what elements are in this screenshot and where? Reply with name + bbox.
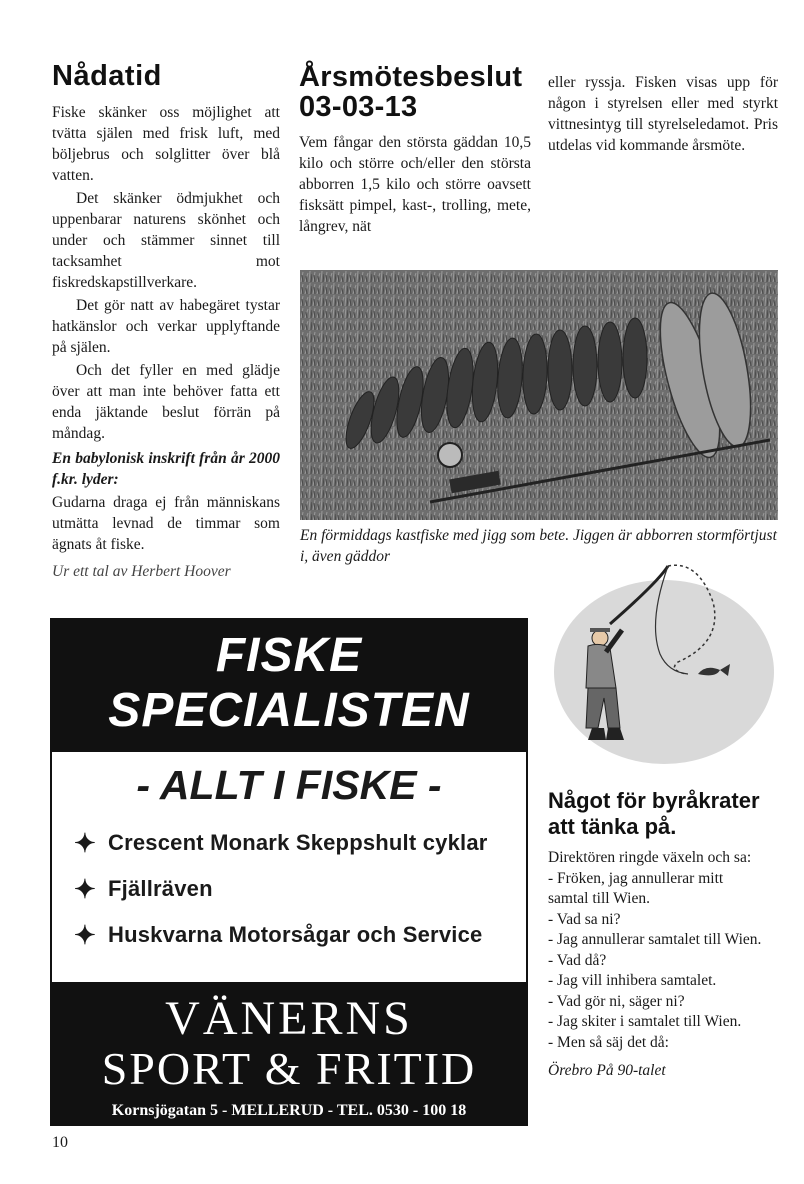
source-attribution: Örebro På 90-talet — [548, 1062, 666, 1079]
article-title: Nådatid — [52, 60, 162, 92]
paragraph: Vem fångar den största gäddan 10,5 kilo och större och/eller den största abborren 1,5 kilo och större oavsett fisksätt pimpel, kast-, trolling, mete, långrev, nät — [299, 134, 531, 235]
ad-title-line1: FISKE — [215, 629, 363, 682]
article-title: Något för byråkrater att tänka på. — [548, 788, 760, 839]
ad-list-item — [74, 922, 526, 948]
dialogue-line: - Vad sa ni? — [548, 910, 621, 928]
dialogue-line: - Jag annullerar samtalet till Wien. — [548, 931, 762, 948]
paragraph: Det gör natt av habegäret tystar hatkänslor och verkar upplyftande på själen. — [52, 297, 280, 356]
page-number: 10 — [52, 1134, 68, 1151]
store-name-line1: VÄNERNS — [165, 992, 413, 1045]
photo-caption: En förmiddags kastfiske med jigg som bete. Jiggen är abborren stormförtjust i, även gäddor — [300, 527, 777, 565]
ad-item-label: Huskvarna Motorsågar och Service — [108, 922, 483, 947]
ad-body — [52, 752, 526, 982]
store-name-line2: SPORT & FRITID — [101, 1043, 477, 1094]
paragraph: Och det fyller en med glädje över att man inte behöver fatta ett enda jäktande beslut förrän på måndag. — [52, 362, 280, 442]
star-bullet-icon: ✦ — [74, 920, 96, 950]
article-arsmotesbeslut — [299, 62, 531, 237]
dialogue-line: - Fröken, jag annullerar mitt samtal till Wien. — [548, 869, 724, 907]
paragraph: Direktören ringde växeln och sa: — [548, 849, 752, 866]
quote-text: Gudarna draga ej från människans utmätta levnad de timmar som ägnats åt fiske. — [52, 494, 280, 553]
dialogue-line: - Vad då? — [548, 951, 607, 969]
advertisement — [50, 618, 528, 1126]
ad-list-item — [74, 876, 526, 902]
quote-heading: En babylonisk inskrift från år 2000 f.kr. lyder: — [52, 450, 280, 488]
ad-header — [52, 620, 526, 752]
source-attribution: Ur ett tal av Herbert Hoover — [52, 563, 231, 580]
dialogue-line: - Men så säj det då: — [548, 1033, 669, 1051]
paragraph: eller ryssja. Fisken visas upp för någon i styrelsen eller med styrkt vittnesintyg till styrelseledamot. Pris utdelas vid kommande årsmöte. — [548, 74, 778, 154]
dialogue-line: - Jag vill inhibera samtalet. — [548, 972, 717, 989]
article-title: Årsmötesbeslut 03-03-13 — [299, 61, 523, 123]
article-nadatid — [52, 58, 280, 584]
ad-footer — [52, 982, 526, 1124]
store-address: Kornsjögatan 5 - MELLERUD - TEL. 0530 - 100 18 — [111, 1102, 467, 1119]
ad-slogan: - ALLT I FISKE - — [136, 762, 442, 808]
star-bullet-icon: ✦ — [74, 828, 96, 858]
article-byrakrater — [548, 788, 764, 1082]
dialogue-line: - Jag skiter i samtalet till Wien. — [548, 1013, 742, 1030]
ad-list-item — [74, 830, 526, 856]
ad-title-line2: SPECIALISTEN — [108, 684, 470, 737]
star-bullet-icon: ✦ — [74, 874, 96, 904]
fish-catch-photo — [300, 270, 778, 520]
ad-item-label: Crescent Monark Skeppshult cyklar — [108, 830, 488, 855]
article-continuation — [548, 72, 778, 156]
paragraph: Det skänker ödmjukhet och uppenbarar naturens skönhet och under och stämmer sinnet till tacksamhet mot fiskredskapstillverkare. — [52, 190, 280, 291]
dialogue-line: - Vad gör ni, säger ni? — [548, 992, 685, 1010]
paragraph: Fiske skänker oss möjlighet att tvätta själen med frisk luft, med böljebrus och solglitter över blå vatten. — [52, 104, 280, 184]
ad-item-label: Fjällräven — [108, 876, 213, 901]
fisherman-illustration — [548, 562, 780, 774]
